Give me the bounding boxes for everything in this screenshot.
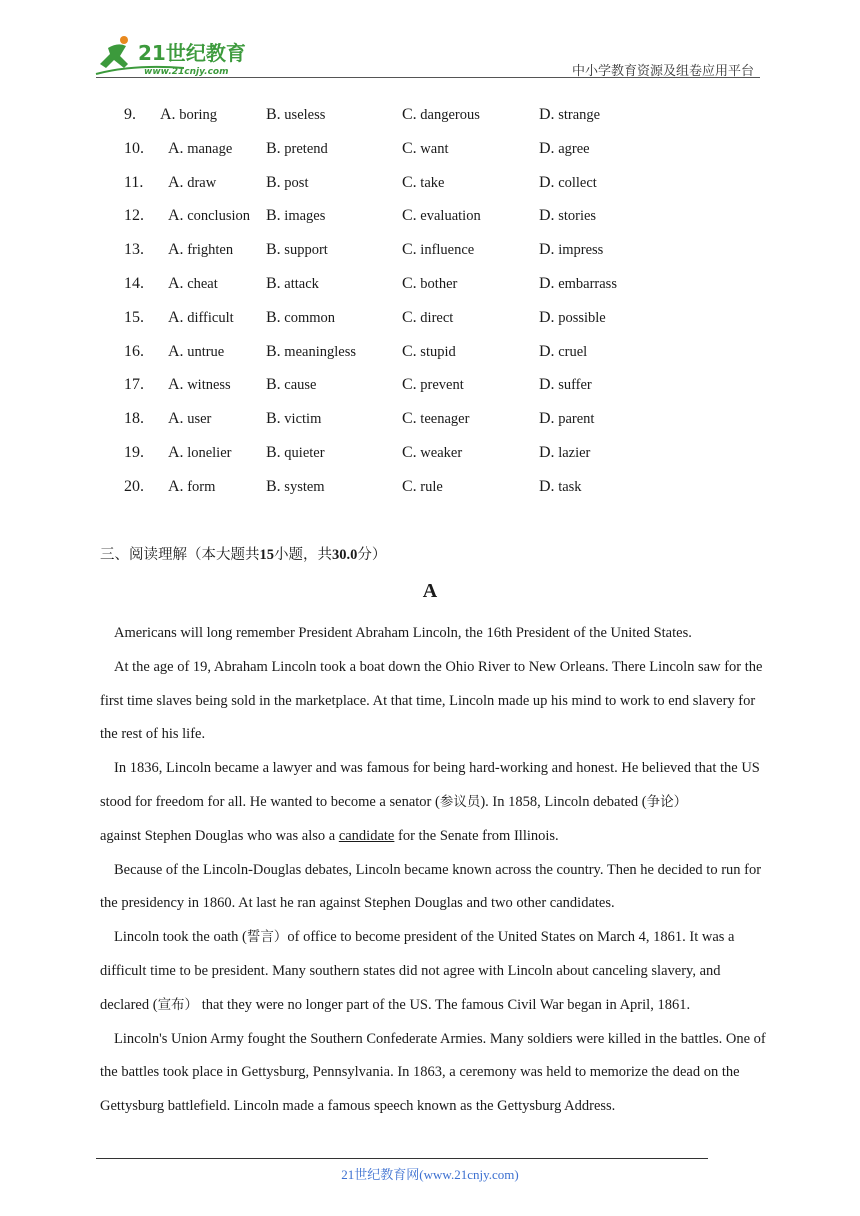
header-platform-text: 中小学教育资源及组卷应用平台 xyxy=(571,64,754,79)
header-divider xyxy=(96,77,760,78)
option-c: C. direct xyxy=(402,308,454,326)
reading-passage xyxy=(100,617,768,1124)
paragraph-6: Lincoln's Union Army fought the Southern Confederate Armies. Many soldiers were killed in the battles. One of the battles took place in Gettysburg, Pennsylvania. In 1863, a ceremony was held to memorize the dead on the Gettysburg battlefield. Lincoln made a famous speech known as the Gettysburg Address. xyxy=(100,1030,766,1115)
option-c: C. dangerous xyxy=(402,106,480,123)
option-d: D. impress xyxy=(539,241,604,259)
option-b: B. images xyxy=(266,207,326,225)
option-c: C. bother xyxy=(402,275,458,292)
option-b: B. useless xyxy=(266,106,326,123)
option-b: B. post xyxy=(266,173,309,191)
logo-url: www.21cnjy.com xyxy=(144,67,229,77)
question-number: 20. xyxy=(124,477,144,495)
question-number: 12. xyxy=(124,207,144,225)
option-row xyxy=(0,472,860,502)
paragraph-3: In 1836, Lincoln became a lawyer and was famous for being hard-working and honest. He believed that the US stood for freedom for all. He wanted to become a senator (参议员). In 1858, Lincoln debated (争论） against Stephen Douglas who was also a candidate for the Senate from Illinois. xyxy=(100,760,760,844)
option-a: A. frighten xyxy=(168,241,234,259)
option-c: C. influence xyxy=(402,241,475,259)
logo-graphic xyxy=(94,34,264,78)
option-d: D. collect xyxy=(539,173,597,191)
option-c: C. teenager xyxy=(402,410,470,428)
footer-text[interactable]: 21世纪教育网(www.21cnjy.com) xyxy=(341,1167,519,1182)
option-b: B. cause xyxy=(266,376,317,394)
option-b: B. pretend xyxy=(266,139,328,157)
page-header xyxy=(0,0,860,80)
section-title: 三、阅读理解（本大题共15小题，共30.0分） xyxy=(100,547,387,563)
paragraph-4: Because of the Lincoln-Douglas debates, Lincoln became known across the country. Then he decided to run for the presidency in 1860. At last he ran against Stephen Douglas and two other candidates. xyxy=(100,861,762,912)
option-d: D. suffer xyxy=(539,376,592,394)
option-d: D. lazier xyxy=(539,444,591,461)
option-b: B. attack xyxy=(266,275,319,292)
option-row xyxy=(0,100,860,130)
option-d: D. task xyxy=(539,477,582,495)
option-d: D. strange xyxy=(539,106,601,123)
paragraph-1: Americans will long remember President Abraham Lincoln, the 16th President of the United States. xyxy=(114,625,692,641)
option-b: B. victim xyxy=(266,410,322,428)
underlined-word: candidate xyxy=(338,827,395,844)
option-c: C. prevent xyxy=(402,376,464,394)
question-number: 17. xyxy=(124,376,144,394)
option-a: A. cheat xyxy=(168,275,218,292)
option-d: D. stories xyxy=(539,207,597,225)
option-a: A. untrue xyxy=(168,342,225,360)
option-b: B. meaningless xyxy=(266,342,356,360)
question-number: 15. xyxy=(124,308,144,326)
option-row xyxy=(0,201,860,231)
option-row xyxy=(0,370,860,400)
option-row xyxy=(0,269,860,299)
question-number: 16. xyxy=(124,342,144,360)
paragraph-5: Lincoln took the oath (誓言）of office to become president of the United States on March 4, 1861. It was a difficult time to be president. Many southern states did not agree with Lincoln about canceling slavery, and declared (宣布） that they were no longer part of the US. The famous Civil War began in April, 1861. xyxy=(100,929,735,1013)
option-row xyxy=(0,134,860,164)
option-c: C. stupid xyxy=(402,342,456,360)
option-a: A. draw xyxy=(168,173,217,191)
option-c: C. want xyxy=(402,139,449,157)
option-c: C. take xyxy=(402,173,445,191)
option-a: A. user xyxy=(168,410,212,428)
paragraph-2: At the age of 19, Abraham Lincoln took a boat down the Ohio River to New Orleans. There Lincoln saw for the first time slaves being sold in the marketplace. At that time, Lincoln made up his mind to work to end slavery for the rest of his life. xyxy=(100,658,763,743)
option-d: D. parent xyxy=(539,410,595,428)
option-d: D. agree xyxy=(539,139,590,157)
option-d: D. embarrass xyxy=(539,275,617,292)
option-b: B. system xyxy=(266,477,325,495)
option-a: A. manage xyxy=(168,139,233,157)
question-number: 9. xyxy=(124,106,136,123)
option-c: C. evaluation xyxy=(402,207,481,225)
option-a: A. lonelier xyxy=(168,444,232,461)
option-row xyxy=(0,303,860,333)
option-row xyxy=(0,235,860,265)
option-a: A. form xyxy=(168,477,216,495)
site-logo[interactable] xyxy=(94,34,264,78)
question-number: 18. xyxy=(124,410,144,428)
option-a: A. conclusion xyxy=(168,207,251,225)
footer-divider xyxy=(96,1158,708,1159)
option-c: C. rule xyxy=(402,477,443,495)
option-a: A. boring xyxy=(160,106,218,123)
option-b: B. support xyxy=(266,241,328,259)
question-number: 19. xyxy=(124,444,144,461)
option-d: D. cruel xyxy=(539,342,588,360)
option-row xyxy=(0,438,860,468)
passage-heading: A xyxy=(422,580,438,602)
logo-text: 21世纪教育 xyxy=(138,41,246,65)
option-a: A. difficult xyxy=(168,308,234,326)
question-number: 11. xyxy=(124,173,144,191)
option-b: B. quieter xyxy=(266,444,325,461)
option-row xyxy=(0,337,860,367)
option-row xyxy=(0,168,860,198)
option-d: D. possible xyxy=(539,308,606,326)
option-a: A. witness xyxy=(168,376,231,394)
option-row xyxy=(0,404,860,434)
question-number: 14. xyxy=(124,275,144,292)
option-b: B. common xyxy=(266,308,336,326)
question-number: 10. xyxy=(124,139,144,157)
question-number: 13. xyxy=(124,241,144,259)
option-c: C. weaker xyxy=(402,444,463,461)
